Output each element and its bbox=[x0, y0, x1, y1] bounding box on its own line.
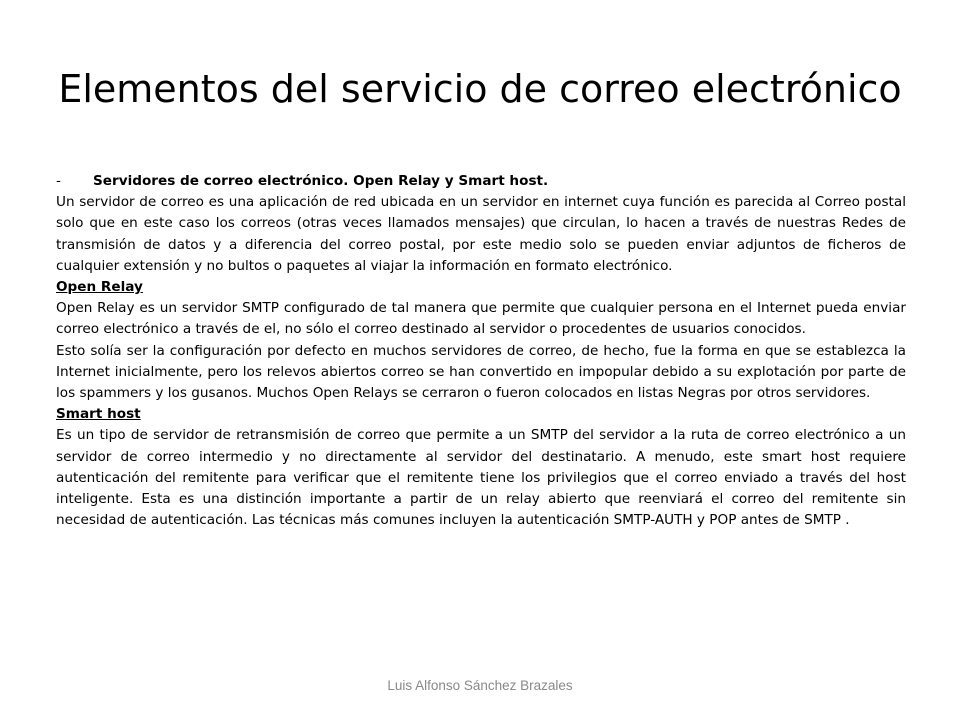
open-relay-paragraph-2: Esto solía ser la configuración por defecto en muchos servidores de correo, de hecho, fue la forma en que se establezca la Internet inicialmente, pero los relevos abiertos correo se han convertido en impopular debido a su explotación por parte de los spammers y los gusanos. Muchos Open Relays se cerraron o fueron colocados en listas Negras por otros servidores. bbox=[56, 342, 906, 402]
bullet-item bbox=[56, 171, 906, 192]
bullet-text: Servidores de correo electrónico. Open Relay y Smart host. bbox=[93, 173, 549, 189]
bullet-marker: - bbox=[56, 173, 61, 189]
slide-title: Elementos del servicio de correo electrónico bbox=[58, 67, 902, 111]
smart-host-paragraph: Es un tipo de servidor de retransmisión de correo que permite a un SMTP del servidor a la ruta de correo electrónico a un servidor de correo intermedio y no directamente al servidor del destinatario. A menudo, este smart host requiere autenticación del remitente para verificar que el remitente tiene los privilegios que el correo enviado a través del host inteligente. Esta es una distinción importante a partir de un relay abierto que reenviará el correo del remitente sin necesidad de autenticación. Las técnicas más comunes incluyen la autenticación SMTP-AUTH y POP antes de SMTP . bbox=[56, 427, 906, 529]
slide-body bbox=[56, 171, 906, 531]
open-relay-paragraph-1: Open Relay es un servidor SMTP configurado de tal manera que permite que cualquier persona en el Internet pueda enviar correo electrónico a través de el, no sólo el correo destinado al servidor o procedentes de usuarios conocidos. bbox=[56, 300, 906, 338]
intro-paragraph: Un servidor de correo es una aplicación de red ubicada en un servidor en internet cuya función es parecida al Correo postal solo que en este caso los correos (otras veces llamados mensajes) que circulan, lo hacen a través de nuestras Redes de transmisión de datos y a diferencia del correo postal, por este medio solo se pueden enviar adjuntos de ficheros de cualquier extensión y no bultos o paquetes al viajar la información en formato electrónico. bbox=[56, 194, 906, 274]
smart-host-heading: Smart host bbox=[56, 406, 141, 423]
open-relay-heading: Open Relay bbox=[56, 279, 143, 296]
slide-footer: Luis Alfonso Sánchez Brazales bbox=[387, 678, 573, 693]
